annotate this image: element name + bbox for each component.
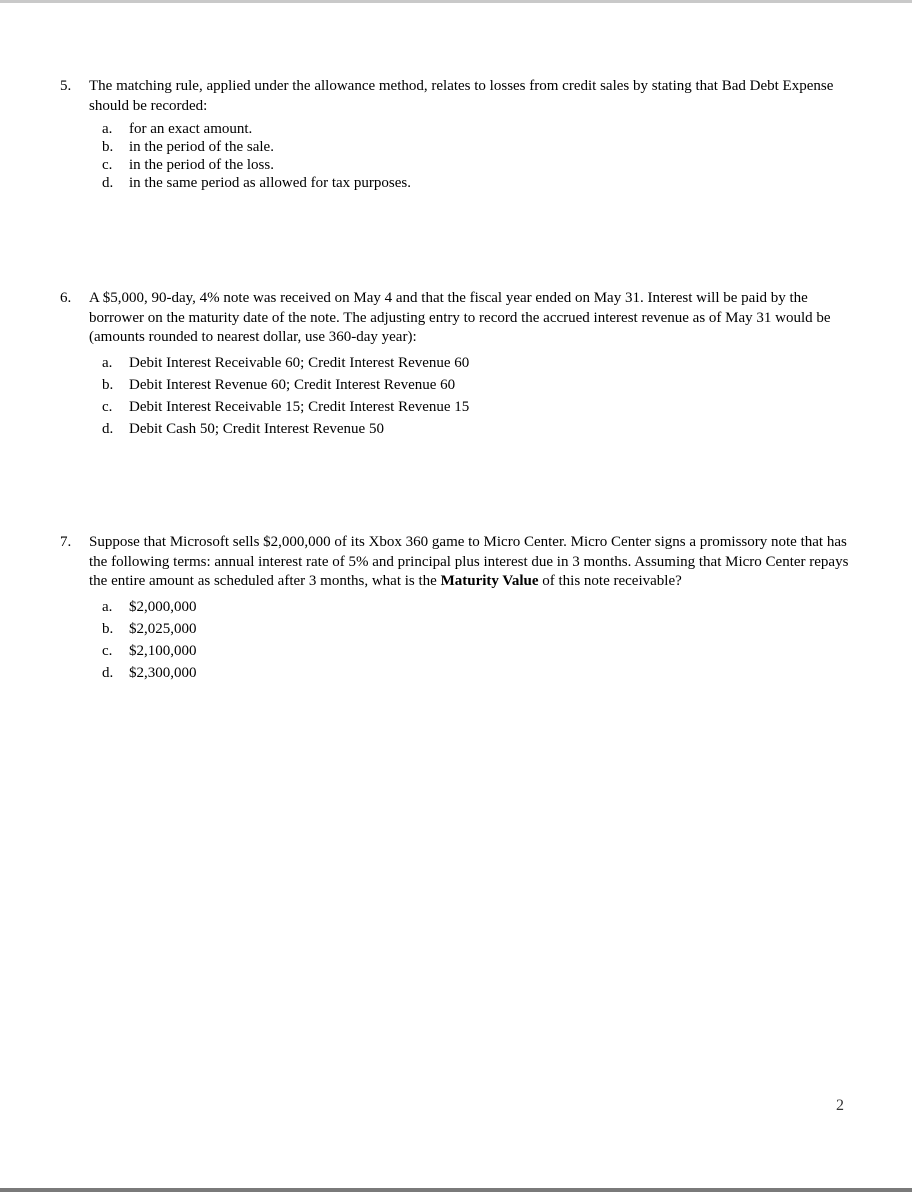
- option-b: [102, 618, 860, 640]
- option-a: [102, 120, 860, 138]
- question-number: 6.: [60, 290, 72, 306]
- option-text: $2,300,000: [129, 664, 197, 681]
- question-text-start: Suppose that Microsoft sells $2,000,000 of its Xbox 360 game to Micro Center. Micro Center signs a promissory note that has the following terms: annual interest rate of 5% and principal plus interest due in 3 months. Assuming that Micro Center repays the entire amount as scheduled after 3 months, what is the: [89, 534, 849, 589]
- page-number: 2: [836, 1097, 844, 1114]
- page-top-edge: [0, 0, 912, 3]
- option-text: $2,100,000: [129, 642, 197, 659]
- option-text: Debit Cash 50; Credit Interest Revenue 50: [129, 420, 384, 437]
- answer-options: [102, 352, 860, 440]
- option-letter: a.: [102, 354, 113, 371]
- option-letter: d.: [102, 175, 114, 191]
- option-a: [102, 596, 860, 618]
- option-c: [102, 396, 860, 418]
- answer-options: [102, 120, 860, 192]
- question-text: A $5,000, 90-day, 4% note was received on May 4 and that the fiscal year ended on May 31. Interest will be paid by the borrower on the maturity date of the note. The adjusting entry to record the accrued interest revenue as of May 31 would be (amounts rounded to nearest dollar, use 360-day year):: [89, 290, 831, 345]
- question-6: [60, 289, 860, 440]
- option-letter: c.: [102, 157, 113, 173]
- option-letter: c.: [102, 642, 113, 659]
- option-text: for an exact amount.: [129, 121, 253, 137]
- option-d: [102, 174, 860, 192]
- option-d: [102, 662, 860, 684]
- question-text-end: of this note receivable?: [538, 573, 682, 589]
- option-text: Debit Interest Receivable 60; Credit Interest Revenue 60: [129, 354, 470, 371]
- question-number: 5.: [60, 78, 72, 94]
- option-letter: a.: [102, 598, 113, 615]
- answer-options: [102, 596, 860, 684]
- option-letter: a.: [102, 121, 113, 137]
- option-c: [102, 640, 860, 662]
- maturity-value-emphasis: Maturity Value: [440, 573, 539, 589]
- option-letter: d.: [102, 664, 114, 681]
- option-text: in the same period as allowed for tax purposes.: [129, 175, 412, 191]
- question-7: [60, 533, 860, 684]
- option-b: [102, 374, 860, 396]
- page-bottom-edge: [0, 1188, 912, 1192]
- option-letter: b.: [102, 620, 114, 637]
- option-letter: c.: [102, 398, 113, 415]
- option-text: Debit Interest Receivable 15; Credit Interest Revenue 15: [129, 398, 470, 415]
- option-letter: b.: [102, 139, 114, 155]
- question-text: [89, 533, 860, 592]
- option-letter: d.: [102, 420, 114, 437]
- option-text: $2,000,000: [129, 598, 197, 615]
- option-text: Debit Interest Revenue 60; Credit Interest Revenue 60: [129, 376, 456, 393]
- option-text: $2,025,000: [129, 620, 197, 637]
- option-b: [102, 138, 860, 156]
- option-text: in the period of the sale.: [129, 139, 274, 155]
- question-text: The matching rule, applied under the allowance method, relates to losses from credit sales by stating that Bad Debt Expense should be recorded:: [89, 78, 834, 114]
- option-a: [102, 352, 860, 374]
- option-text: in the period of the loss.: [129, 157, 274, 173]
- question-number: 7.: [60, 534, 72, 550]
- question-5: [60, 77, 860, 192]
- option-letter: b.: [102, 376, 114, 393]
- option-c: [102, 156, 860, 174]
- option-d: [102, 418, 860, 440]
